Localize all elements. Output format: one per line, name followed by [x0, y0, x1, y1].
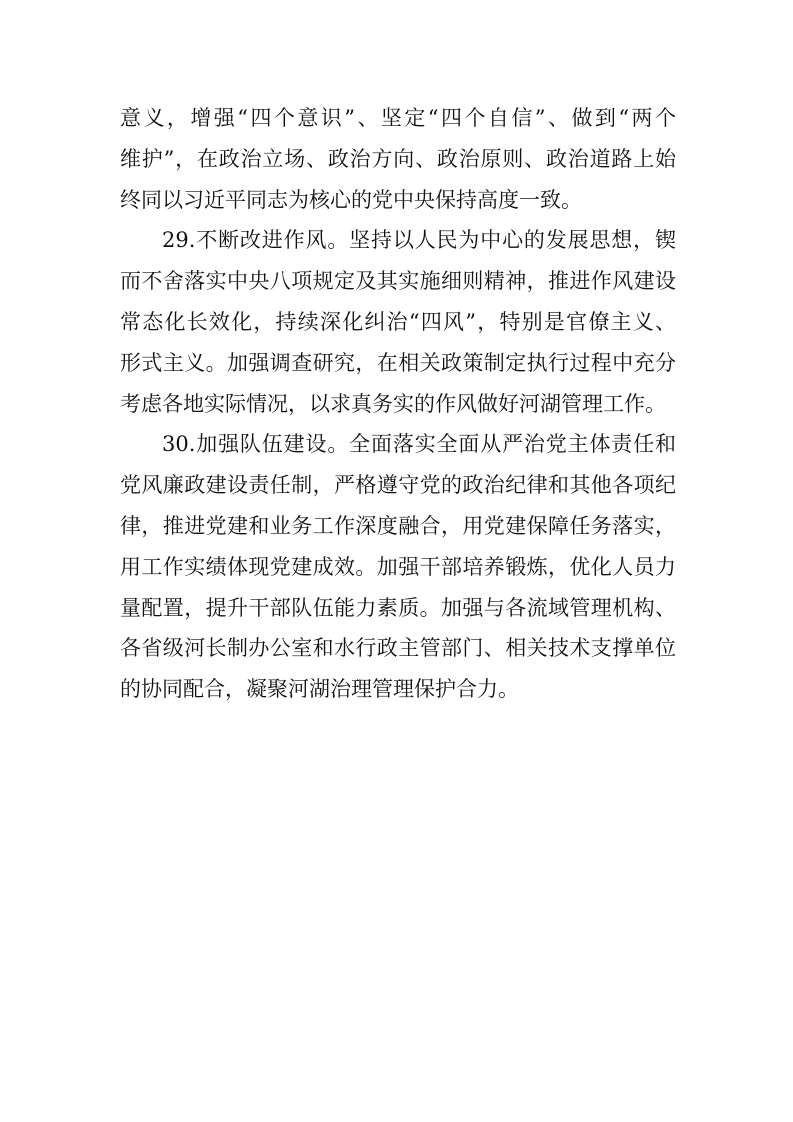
- document-body: [120, 98, 676, 710]
- text-line: 29.不断改进作风。坚持以人民为中心的发展思想，锲: [162, 228, 676, 253]
- text-line: 意义，增强“四个意识”、坚定“四个自信”、做到“两个: [120, 106, 676, 130]
- text-line: 30.加强队伍建设。全面落实全面从严治党主体责任和: [162, 432, 676, 457]
- text-line: 维护”，在政治立场、政治方向、政治原则、政治道路上始: [120, 146, 676, 171]
- paragraph-item-29: [120, 220, 676, 424]
- text-line: 终同以习近平同志为核心的党中央保持高度一致。: [120, 187, 582, 212]
- paragraph-item-30: [120, 424, 676, 710]
- text-line: 量配置，提升干部队伍能力素质。加强与各流域管理机构、: [120, 595, 676, 620]
- text-line: 用工作实绩体现党建成效。加强干部培养锻炼，优化人员力: [120, 554, 676, 579]
- text-line: 形式主义。加强调查研究，在相关政策制定执行过程中充分: [120, 350, 676, 375]
- text-line: 党风廉政建设责任制，严格遵守党的政治纪律和其他各项纪: [120, 473, 676, 498]
- text-line: 考虑各地实际情况，以求真务实的作风做好河湖管理工作。: [120, 391, 666, 416]
- text-line: 而不舍落实中央八项规定及其实施细则精神，推进作风建设: [120, 269, 676, 294]
- text-line: 律，推进党建和业务工作深度融合，用党建保障任务落实，: [120, 513, 676, 538]
- paragraph-political-continuation: [120, 98, 676, 220]
- text-line: 的协同配合，凝聚河湖治理管理保护合力。: [120, 677, 519, 702]
- text-line: 常态化长效化，持续深化纠治“四风”，特别是官僚主义、: [120, 309, 676, 334]
- text-line: 各省级河长制办公室和水行政主管部门、相关技术支撑单位: [120, 636, 676, 661]
